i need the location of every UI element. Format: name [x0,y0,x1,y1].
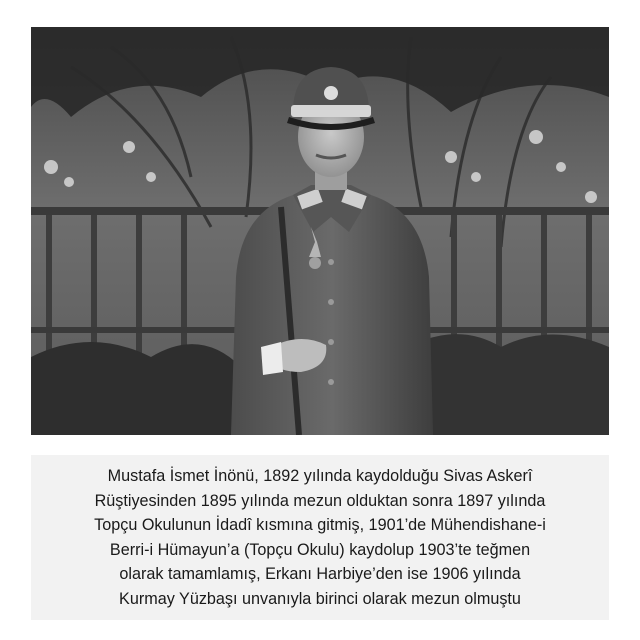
caption-box [31,455,609,620]
historical-portrait-photo [31,27,609,435]
caption-text: Mustafa İsmet İnönü, 1892 yılında kaydolduğu Sivas Askerî Rüştiyesinden 1895 yılında mezun olduktan sonra 1897 yılında Topçu Okulunun İdadî kısmına gitmiş, 1901’de Mühendishane-i Berri-i Hümayun’a (Topçu Okulu) kaydolup 1903’te teğmen olarak tamamlamış, Erkanı Harbiye’den ise 1906 yılında Kurmay Yüzbaşı unvanıyla birinci olarak mezun olmuştu [94,467,546,608]
uniform-coat [231,187,433,435]
